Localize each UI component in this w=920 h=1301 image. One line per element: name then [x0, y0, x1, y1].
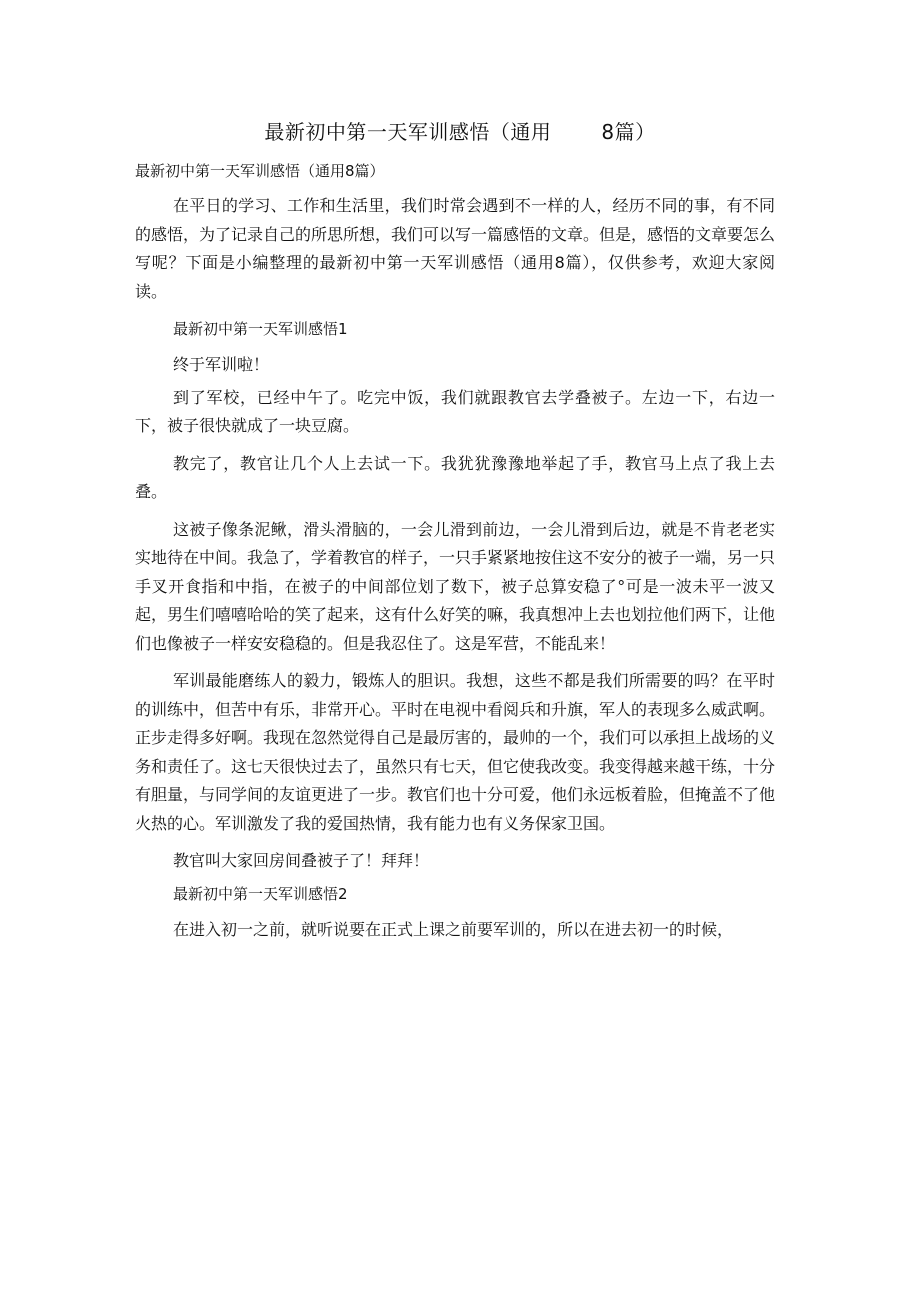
section-heading-1: 最新初中第一天军训感悟1 — [173, 320, 348, 338]
paragraph: 终于军训啦！ — [173, 355, 270, 374]
title-tail: 8篇） — [601, 120, 656, 144]
paragraph: 在进入初一之前，就听说要在正式上课之前要军训的，所以在进去初一的时候， — [173, 919, 734, 939]
paragraph: 教完了，教官让几个人上去试一下。我犹犹豫豫地举起了手，教官马上点了我上去叠。 — [135, 453, 775, 501]
page-title — [0, 118, 920, 146]
title-main: 最新初中第一天军训感悟（通用 — [264, 120, 552, 144]
document-body — [135, 192, 775, 953]
paragraph: 教官叫大家回房间叠被子了！拜拜！ — [173, 851, 430, 870]
paragraph: 军训最能磨练人的毅力，锻炼人的胆识。我想，这些不都是我们所需要的吗？在平时的训练中，但苦中有乐，非常开心。平时在电视中看阅兵和升旗，军人的表现多么威武啊。正步走得多好啊。我现在忽然觉得自己是最厉害的，最帅的一个，我们可以承担上战场的义务和责任了。这七天很快过去了，虽然只有七天，但它使我改变。我变得越来越干练，十分有胆量，与同学间的友谊更进了一步。教官们也十分可爱，他们永远板着脸，但掩盖不了他火热的心。军训激发了我的爱国热情，我有能力也有义务保家卫国。 — [135, 671, 776, 833]
paragraph: 到了军校，已经中午了。吃完中饭，我们就跟教官去学叠被子。左边一下，右边一下，被子很快就成了一块豆腐。 — [135, 387, 775, 435]
paragraph: 这被子像条泥鳅，滑头滑脑的，一会儿滑到前边，一会儿滑到后边，就是不肯老老实实地待在中间。我急了，学着教官的样子，一只手紧紧地按住这不安分的被子一端，另一只手叉开食指和中指，在被子的中间部位划了数下，被子总算安稳了°可是一波未平一波又起，男生们嘻嘻哈哈的笑了起来，这有什么好笑的嘛，我真想冲上去也划拉他们两下，让他们也像被子一样安安稳稳的。但是我忍住了。这是军营，不能乱来！ — [135, 519, 776, 653]
document-subtitle: 最新初中第一天军训感悟（通用8篇） — [135, 162, 385, 180]
intro-paragraph: 在平日的学习、工作和生活里，我们时常会遇到不一样的人，经历不同的事，有不同的感悟，为了记录自己的所思所想，我们可以写一篇感悟的文章。但是，感悟的文章要怎么写呢？下面是小编整理的最新初中第一天军训感悟（通用8篇），仅供参考，欢迎大家阅读。 — [135, 196, 776, 301]
section-heading-2: 最新初中第一天军训感悟2 — [173, 884, 348, 903]
